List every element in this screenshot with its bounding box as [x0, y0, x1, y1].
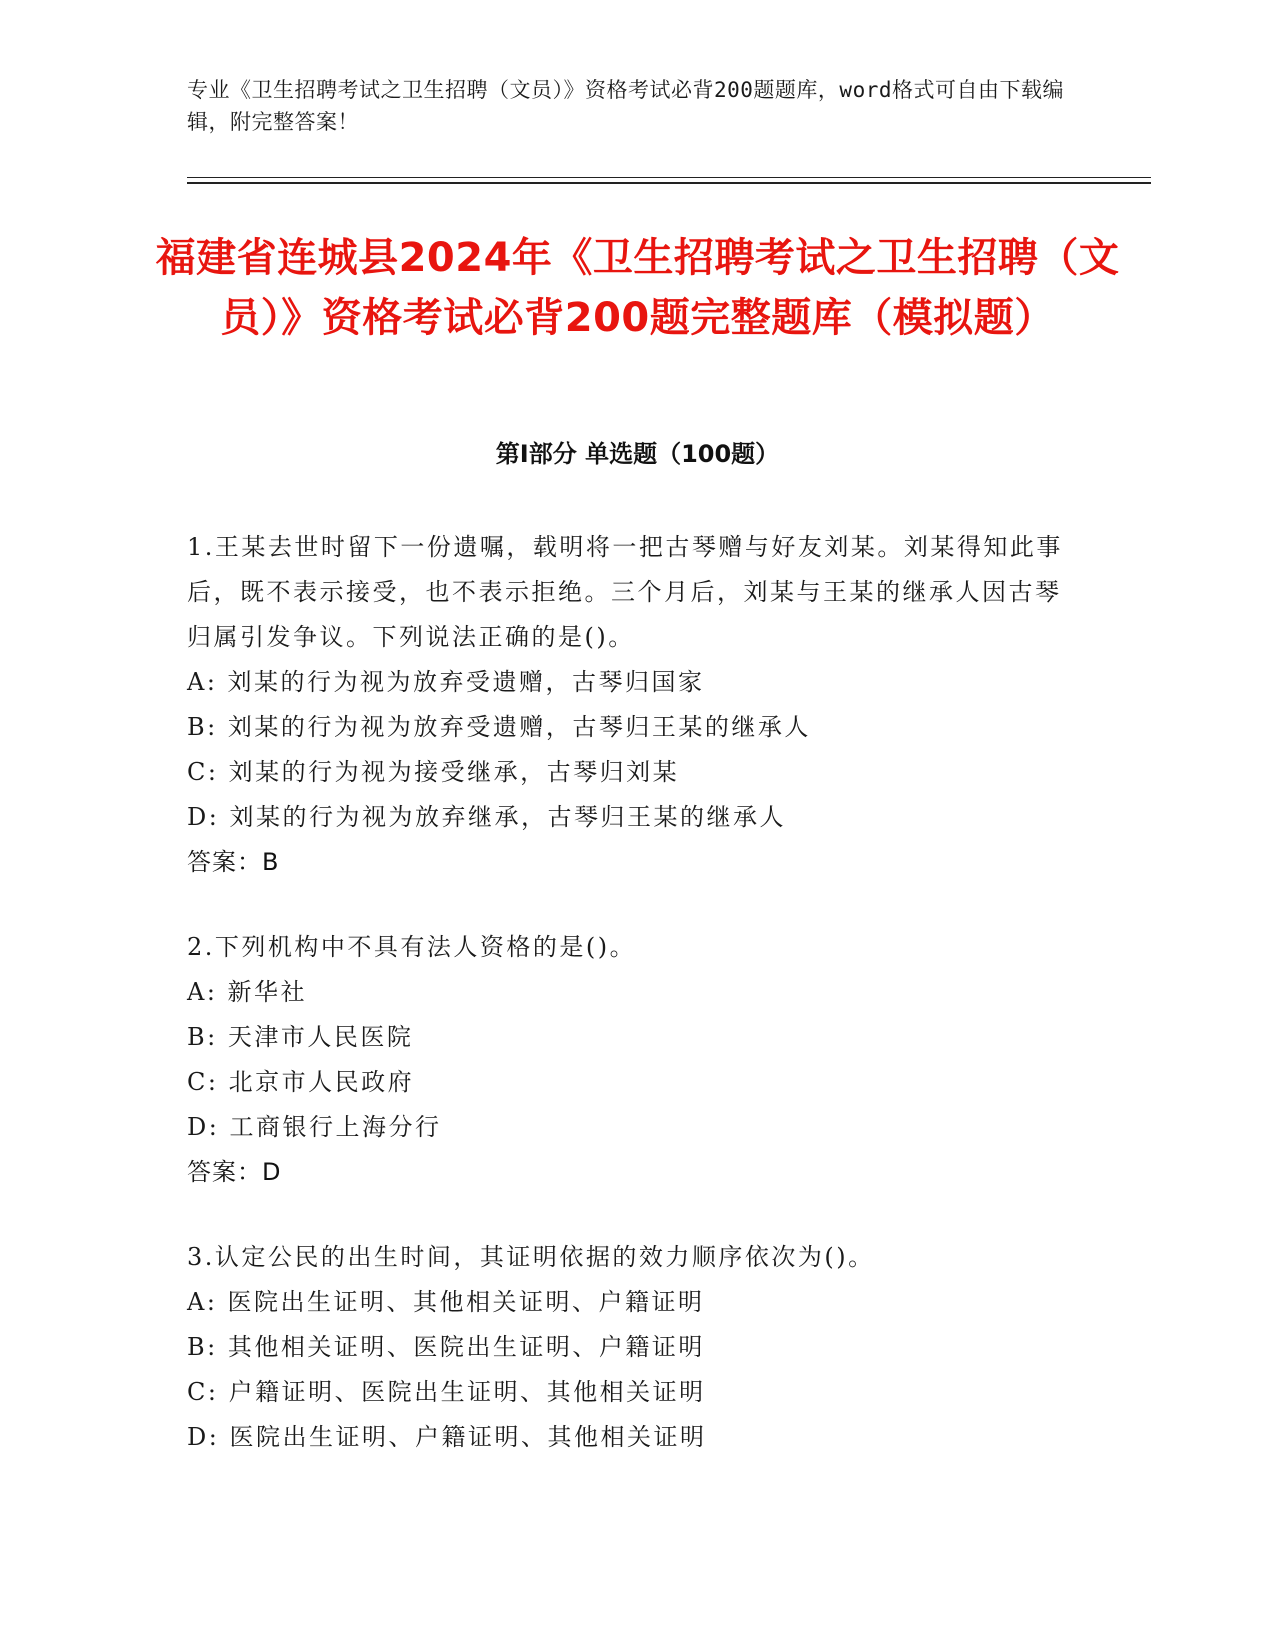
answer-line: 答案：D [187, 1158, 282, 1186]
option-b: B: 刘某的行为视为放弃受遗赠，古琴归王某的继承人 [187, 713, 811, 741]
header-divider-thick [187, 182, 1151, 184]
question-stem: 1.王某去世时留下一份遗嘱，载明将一把古琴赠与好友刘某。刘某得知此事后，既不表示接受，也不表示拒绝。三个月后，刘某与王某的继承人因古琴归属引发争议。下列说法正确的是()。 [187, 533, 1063, 651]
section-title: 第I部分 单选题（100题） [495, 440, 780, 468]
answer-line: 答案：B [187, 848, 280, 876]
option-d: D: 工商银行上海分行 [187, 1113, 442, 1141]
option-c: C: 刘某的行为视为接受继承，古琴归刘某 [187, 758, 680, 786]
question-stem: 3.认定公民的出生时间，其证明依据的效力顺序依次为()。 [187, 1243, 875, 1271]
question-1 [187, 525, 1067, 885]
header-divider [187, 177, 1151, 178]
question-list [187, 525, 1067, 1500]
option-a: A: 医院出生证明、其他相关证明、户籍证明 [187, 1288, 705, 1316]
header-note: 专业《卫生招聘考试之卫生招聘（文员）》资格考试必背200题题库，word格式可自由下载编辑，附完整答案！ [187, 78, 1064, 134]
option-c: C: 北京市人民政府 [187, 1068, 415, 1096]
question-3 [187, 1235, 1067, 1460]
document-title: 福建省连城县2024年《卫生招聘考试之卫生招聘（文员）》资格考试必背200题完整题库（模拟题） [155, 235, 1120, 341]
option-b: B: 其他相关证明、医院出生证明、户籍证明 [187, 1333, 705, 1361]
option-d: D: 刘某的行为视为放弃继承，古琴归王某的继承人 [187, 803, 786, 831]
option-c: C: 户籍证明、医院出生证明、其他相关证明 [187, 1378, 706, 1406]
option-b: B: 天津市人民医院 [187, 1023, 414, 1051]
question-2 [187, 925, 1067, 1195]
option-a: A: 新华社 [187, 978, 308, 1006]
option-a: A: 刘某的行为视为放弃受遗赠，古琴归国家 [187, 668, 705, 696]
option-d: D: 医院出生证明、户籍证明、其他相关证明 [187, 1423, 707, 1451]
question-stem: 2.下列机构中不具有法人资格的是()。 [187, 933, 637, 961]
